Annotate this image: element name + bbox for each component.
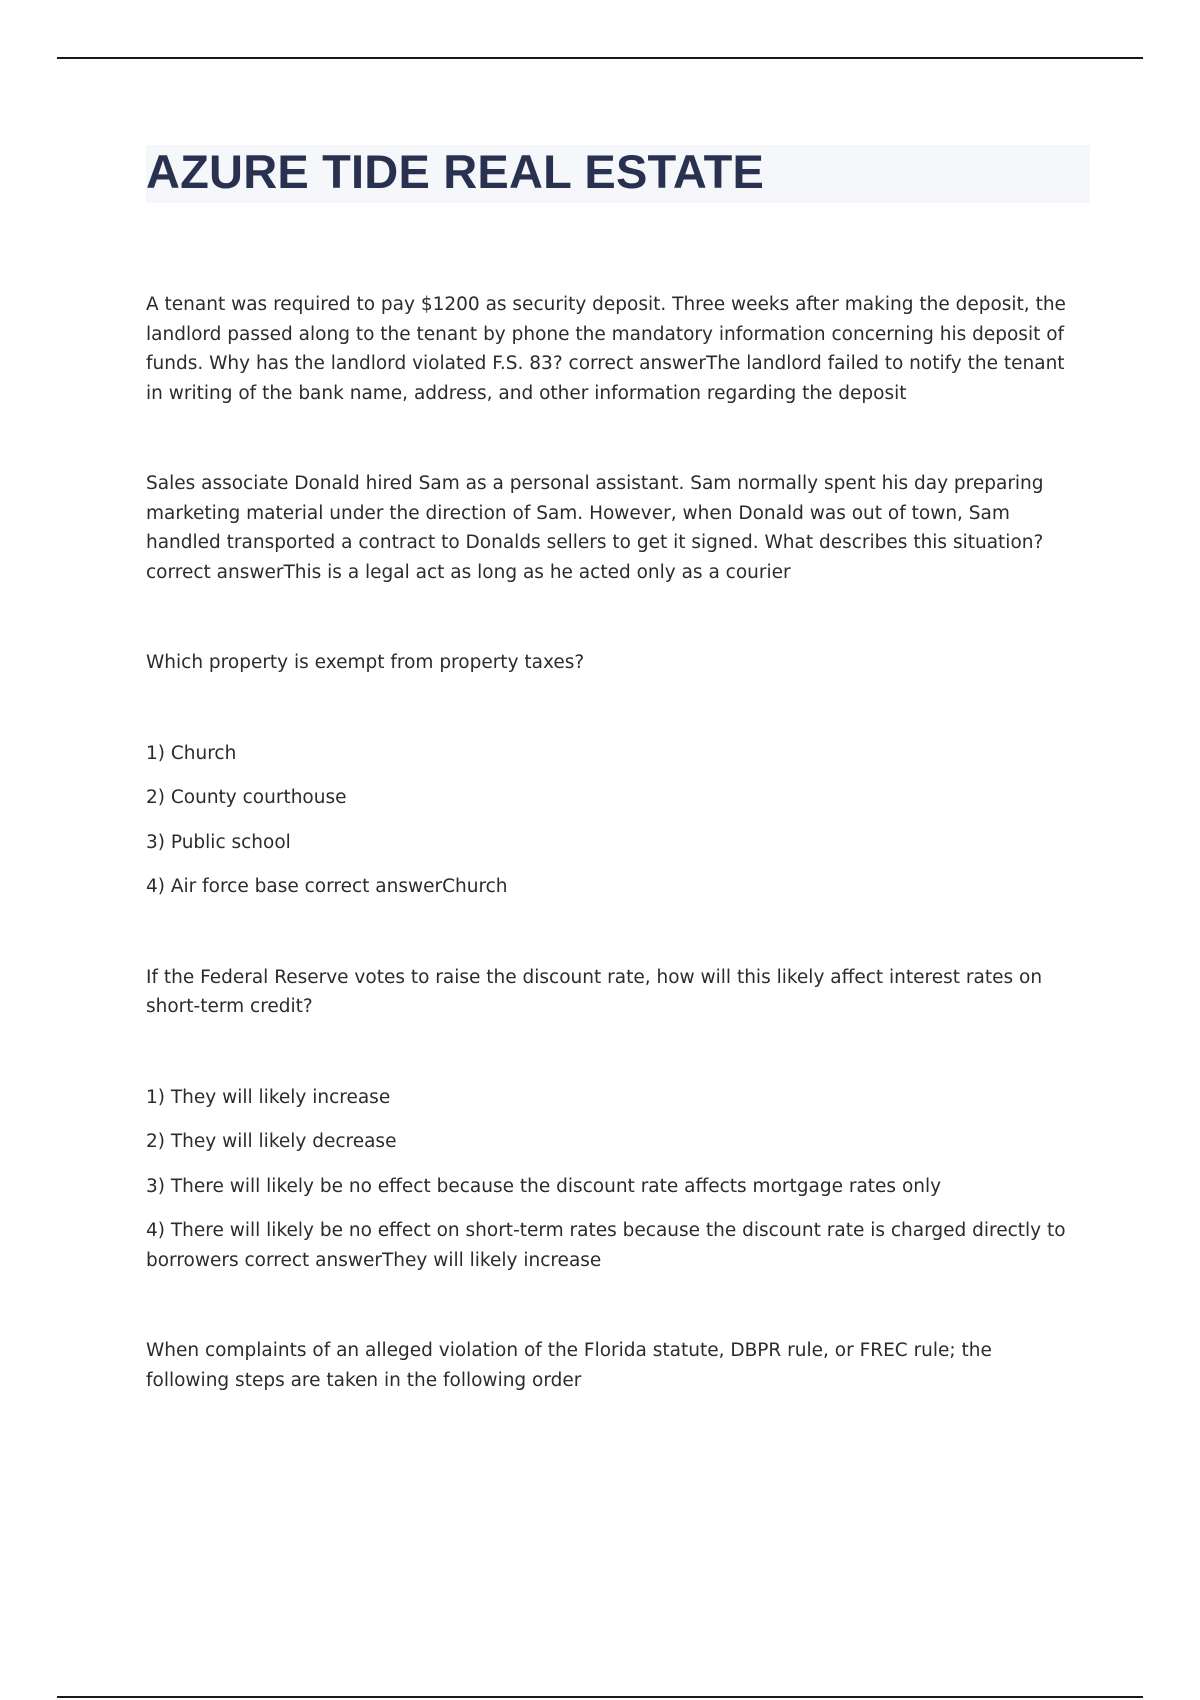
question-4: If the Federal Reserve votes to raise the discount rate, how will this likely affect interest rates on short-term credit? (146, 966, 1043, 1017)
top-rule (57, 57, 1143, 59)
question-3: Which property is exempt from property taxes? (146, 652, 585, 673)
question-4-option-4: 4) There will likely be no effect on short-term rates because the discount rate is charged directly to borrowers correct answerThey will likely increase (146, 1220, 1066, 1271)
question-4-option-3: 3) There will likely be no effect because the discount rate affects mortgage rates only (146, 1175, 942, 1197)
question-3-option-3: 3) Public school (146, 831, 291, 853)
question-3-option-2: 2) County courthouse (146, 787, 347, 808)
question-3-option-1: 1) Church (146, 742, 237, 764)
document-title: AZURE TIDE REAL ESTATE (146, 145, 765, 198)
question-5: When complaints of an alleged violation of the Florida statute, DBPR rule, or FREC rule; the following steps are taken in the following order (146, 1340, 992, 1391)
bottom-rule (57, 1696, 1143, 1698)
document-body (146, 290, 1076, 1395)
question-2: Sales associate Donald hired Sam as a personal assistant. Sam normally spent his day preparing marketing material under the direction of Sam. However, when Donald was out of town, Sam handled transported a contract to Donalds sellers to get it signed. What describes this situation? correct answerThis is a legal act as long as he acted only as a courier (146, 473, 1044, 583)
question-4-option-2: 2) They will likely decrease (146, 1131, 397, 1152)
question-1: A tenant was required to pay $1200 as security deposit. Three weeks after making the deposit, the landlord passed along to the tenant by phone the mandatory information concerning his deposit of funds. Why has the landlord violated F.S. 83? correct answerThe landlord failed to notify the tenant in writing of the bank name, address, and other information regarding the deposit (146, 294, 1066, 404)
question-3-option-4: 4) Air force base correct answerChurch (146, 876, 508, 897)
question-4-option-1: 1) They will likely increase (146, 1086, 391, 1108)
